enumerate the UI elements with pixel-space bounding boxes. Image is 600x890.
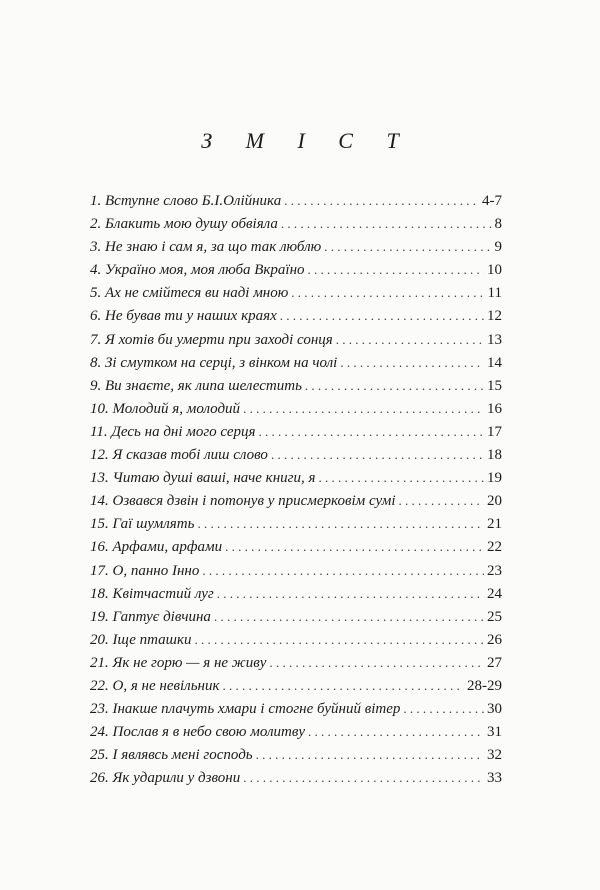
dot-leader: [223, 678, 464, 695]
dot-leader: [243, 401, 484, 418]
table-of-contents: [90, 193, 502, 793]
toc-entry-title: 22. О, я не невільник: [90, 677, 220, 694]
toc-entry-page-number: 16: [487, 400, 502, 417]
toc-entry-title: 18. Квітчастий луг: [90, 585, 214, 602]
toc-entry-title: 13. Читаю душі ваші, наче книги, я: [90, 470, 316, 487]
toc-entry: [90, 678, 502, 701]
toc-entry: [90, 308, 502, 331]
toc-entry-page-number: 17: [487, 423, 502, 440]
toc-entry: [90, 262, 502, 285]
dot-leader: [281, 216, 492, 233]
dot-leader: [291, 285, 484, 302]
toc-entry-page-number: 32: [487, 747, 502, 764]
dot-leader: [217, 586, 484, 603]
toc-entry-page-number: 28-29: [467, 677, 502, 694]
toc-entry-page-number: 21: [487, 516, 502, 533]
dot-leader: [308, 262, 484, 279]
toc-entry: [90, 239, 502, 262]
toc-entry: [90, 632, 502, 655]
toc-entry-title: 9. Ви знаєте, як липа шелестить: [90, 377, 302, 394]
dot-leader: [271, 447, 484, 464]
toc-entry-title: 20. Іще пташки: [90, 631, 192, 648]
toc-entry: [90, 493, 502, 516]
toc-entry-page-number: 15: [487, 377, 502, 394]
dot-leader: [399, 493, 484, 510]
toc-entry: [90, 332, 502, 355]
dot-leader: [225, 539, 484, 556]
toc-entry: [90, 447, 502, 470]
toc-entry-page-number: 8: [494, 216, 502, 233]
toc-entry-title: 6. Не бував ти у наших краях: [90, 308, 277, 325]
toc-entry-title: 8. Зі смутком на серці, з вінком на чолі: [90, 354, 338, 371]
toc-entry-title: 2. Блакить мою душу обвіяла: [90, 216, 278, 233]
toc-entry: [90, 216, 502, 239]
toc-entry-page-number: 27: [487, 654, 502, 671]
toc-entry-page-number: 33: [487, 770, 502, 787]
toc-entry-page-number: 19: [487, 470, 502, 487]
toc-entry: [90, 539, 502, 562]
toc-entry-title: 5. Ах не смійтеся ви наді мною: [90, 285, 289, 302]
toc-entry-page-number: 11: [487, 285, 502, 302]
dot-leader: [269, 655, 484, 672]
toc-entry-title: 3. Не знаю і сам я, за що так люблю: [90, 239, 322, 256]
toc-entry-page-number: 26: [487, 631, 502, 648]
toc-entry-page-number: 31: [487, 724, 502, 741]
page-title: З М І С Т: [201, 128, 413, 153]
dot-leader: [202, 563, 484, 580]
toc-entry: [90, 193, 502, 216]
toc-entry-page-number: 20: [487, 493, 502, 510]
toc-entry-title: 7. Я хотів би умерти при заході сонця: [90, 331, 333, 348]
toc-entry: [90, 747, 502, 770]
dot-leader: [305, 378, 484, 395]
toc-entry: [90, 770, 502, 793]
dot-leader: [194, 632, 484, 649]
toc-entry-title: 11. Десь на дні мого серця: [90, 423, 256, 440]
dot-leader: [214, 609, 484, 626]
toc-entry: [90, 470, 502, 493]
toc-entry: [90, 701, 502, 724]
toc-entry-page-number: 24: [487, 585, 502, 602]
toc-entry-title: 19. Гаптує дівчина: [90, 608, 211, 625]
toc-entry-title: 23. Інакше плачуть хмари і стогне буйний вітер: [90, 701, 401, 718]
dot-leader: [284, 193, 479, 210]
dot-leader: [243, 770, 484, 787]
toc-entry-page-number: 4-7: [482, 193, 502, 209]
toc-entry-title: 21. Як не горю — я не живу: [90, 654, 267, 671]
toc-entry-page-number: 10: [487, 262, 502, 279]
dot-leader: [318, 470, 484, 487]
toc-entry-title: 24. Послав я в небо свою молитву: [90, 724, 305, 741]
toc-entry: [90, 285, 502, 308]
toc-entry-page-number: 12: [487, 308, 502, 325]
toc-entry: [90, 355, 502, 378]
dot-leader: [197, 516, 484, 533]
toc-entry: [90, 401, 502, 424]
toc-entry: [90, 609, 502, 632]
toc-entry-page-number: 30: [487, 701, 502, 718]
toc-entry: [90, 424, 502, 447]
toc-entry-title: 1. Вступне слово Б.І.Олійника: [90, 193, 282, 209]
dot-leader: [340, 355, 484, 372]
toc-entry: [90, 655, 502, 678]
toc-entry-page-number: 18: [487, 447, 502, 464]
dot-leader: [336, 332, 484, 349]
toc-entry-page-number: 9: [494, 239, 502, 256]
toc-entry-title: 10. Молодий я, молодий: [90, 400, 241, 417]
dot-leader: [280, 308, 484, 325]
dot-leader: [256, 747, 484, 764]
toc-entry: [90, 563, 502, 586]
dot-leader: [403, 701, 484, 718]
toc-entry-title: 14. Озвався дзвін і потонув у присмерковім сумі: [90, 493, 396, 510]
toc-entry-title: 25. І являвсь мені господь: [90, 747, 253, 764]
toc-entry-title: 4. Україно моя, моя люба Вкраїно: [90, 262, 305, 279]
toc-entry-title: 26. Як ударили у дзвони: [90, 770, 241, 787]
dot-leader: [324, 239, 491, 256]
dot-leader: [308, 724, 484, 741]
toc-entry: [90, 724, 502, 747]
toc-entry-title: 12. Я сказав тобі лиш слово: [90, 447, 268, 464]
toc-entry-page-number: 14: [487, 354, 502, 371]
toc-entry-page-number: 25: [487, 608, 502, 625]
toc-entry-page-number: 23: [487, 562, 502, 579]
dot-leader: [259, 424, 484, 441]
toc-entry-page-number: 22: [487, 539, 502, 556]
toc-entry: [90, 586, 502, 609]
toc-entry-title: 15. Гаї шумлять: [90, 516, 195, 533]
toc-entry: [90, 516, 502, 539]
toc-entry: [90, 378, 502, 401]
toc-entry-title: 16. Арфами, арфами: [90, 539, 223, 556]
toc-entry-page-number: 13: [487, 331, 502, 348]
toc-entry-title: 17. О, панно Інно: [90, 562, 200, 579]
